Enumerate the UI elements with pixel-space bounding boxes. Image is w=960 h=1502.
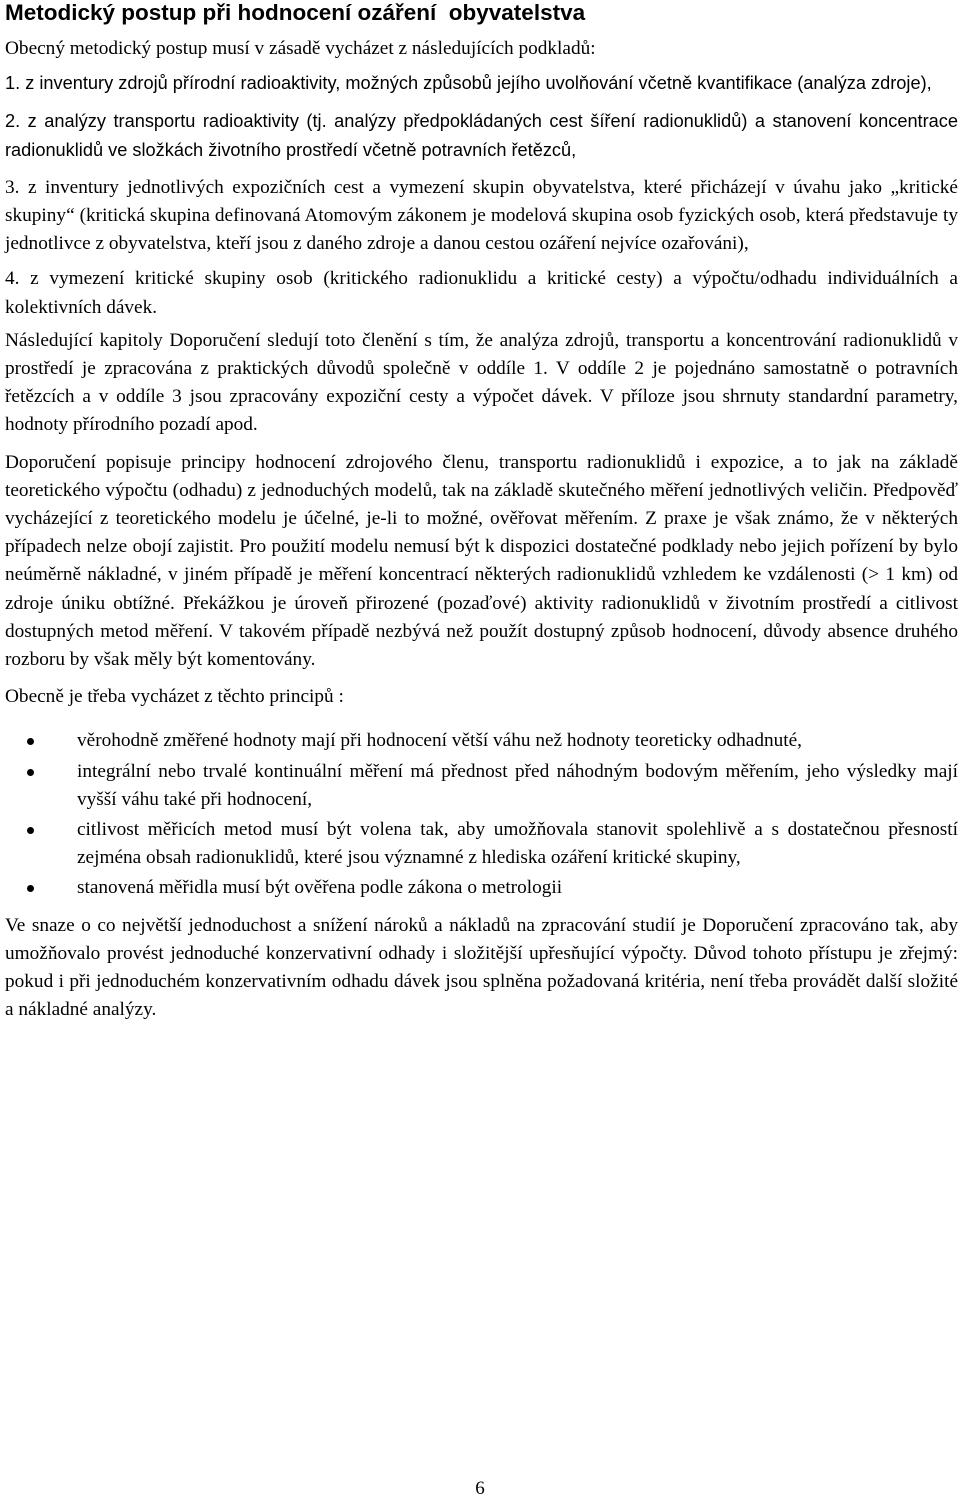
bullet-icon — [27, 827, 34, 834]
paragraph-general: Obecně je třeba vycházet z těchto principů : — [5, 686, 344, 708]
paragraph-closing: Ve snaze o co největší jednoduchost a snížení nároků a nákladů na zpracování studií je Doporučení zpracováno tak, aby umožňovalo provést jednoduché konzervativní odhady i složitější upřesňující výpočty. Důvod tohoto přístupu je zřejmý: pokud i při jednoduchém konzervativním odhadu dávek jsou splněna požadovaná kritéria, není třeba provádět další složité a nákladné analýzy. — [5, 914, 958, 1021]
paragraph-principles: Doporučení popisuje principy hodnocení zdrojového členu, transportu radionuklidů i expozice, a to jak na základě teoretického výpočtu (odhadu) z jednoduchých modelů, tak na základě skutečného měření jednotlivých veličin. Předpověď vycházející z teoretického modelu je účelné, je-li to možné, ověřovat měřením. Z praxe je však známo, že v některých případech nelze obojí zajistit. Pro použití modelu nemusí být k dispozici dostatečné podklady nebo jejich pořízení by bylo neúměrně nákladné, v jiném případě je měření koncentrací některých radionuklidů vzhledem ke vzdálenosti (> 1 km) od zdroje úniku obtížné. Překážkou je úroveň přirozené (pozaďové) aktivity radionuklidů v životním prostředí a citlivost dostupných metod měření. V takovém případě nezbývá než použít dostupný způsob hodnocení, důvody absence druhého rozboru by však měly být komentovány. — [5, 451, 958, 671]
paragraph-chapters: Následující kapitoly Doporučení sledují toto členění s tím, že analýza zdrojů, transportu a koncentrování radionuklidů v prostředí je zpracována z praktických důvodů společně v oddíle 1. V oddíle 2 je pojednáno samostatně o potravních řetězcích a v oddíle 3 jsou zpracovány expoziční cesty a výpočet dávek. V příloze jsou shrnuty standardní parametry, hodnoty přírodního pozadí apod. — [5, 329, 958, 436]
list-item-text: stanovená měřidla musí být ověřena podle zákona o metrologii — [77, 877, 563, 899]
numbered-item-3: 3. z inventury jednotlivých expozičních cest a vymezení skupin obyvatelstva, které přicházejí v úvahu jako „kritické skupiny“ (kritická skupina definovaná Atomovým zákonem je modelová skupina osob fyzických osob, která představuje ty jednotlivce z obyvatelstva, kteří jsou z daného zdroje a danou cestou ozáření nejvíce ozařováni), — [5, 176, 958, 255]
bullet-icon — [27, 769, 34, 776]
document-page — [5, 0, 958, 1025]
list-item — [5, 816, 958, 872]
list-item-text: citlivost měřicích metod musí být volena tak, aby umožňovala stanovit spolehlivě a s dostatečnou přesností zejména obsah radionuklidů, které jsou významné z hlediska ozáření kritické skupiny, — [77, 819, 958, 869]
bullet-icon — [27, 885, 34, 892]
bullet-icon — [27, 738, 34, 745]
numbered-item-2: 2. z analýzy transportu radioaktivity (tj. analýzy předpokládaných cest šíření radionuklidů) a stanovení koncentrace radionuklidů ve složkách životního prostředí včetně potravních řetězců, — [5, 111, 958, 160]
page-title: Metodický postup při hodnocení ozáření obyvatelstva — [5, 0, 586, 25]
principles-list — [5, 727, 958, 902]
list-item-text: integrální nebo trvalé kontinuální měření má přednost před náhodným bodovým měřením, jeho výsledky mají vyšší váhu také při hodnocení, — [77, 760, 958, 810]
list-item — [5, 874, 958, 902]
numbered-item-1: 1. z inventury zdrojů přírodní radioaktivity, možných způsobů jejího uvolňování včetně kvantifikace (analýza zdroje), — [5, 73, 932, 94]
intro-paragraph: Obecný metodický postup musí v zásadě vycházet z následujících podkladů: — [5, 38, 596, 59]
list-item-text: věrohodně změřené hodnoty mají při hodnocení větší váhu než hodnoty teoreticky odhadnuté, — [77, 730, 802, 752]
page-number: 6 — [475, 1478, 485, 1499]
list-item — [5, 758, 958, 814]
list-item — [5, 727, 958, 755]
numbered-item-4: 4. z vymezení kritické skupiny osob (kritického radionuklidu a kritické cesty) a výpočtu/odhadu individuálních a kolektivních dávek. — [5, 268, 958, 318]
